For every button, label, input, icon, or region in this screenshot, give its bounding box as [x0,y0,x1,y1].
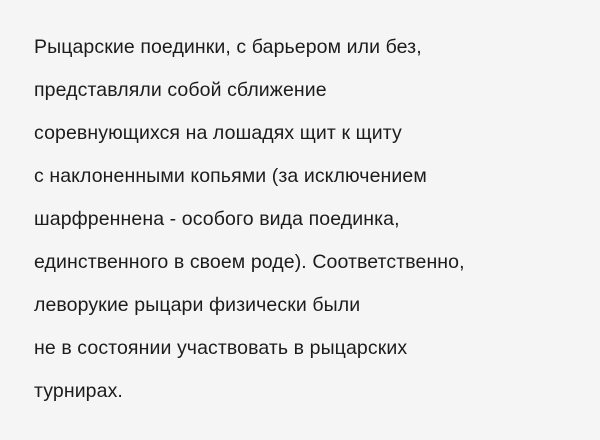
text-line: шарфреннена - особого вида поединка, [34,208,400,230]
text-line: единственного в своем роде). Соответственно, [34,251,465,273]
text-line: с наклоненными копьями (за исключением [34,165,427,187]
text-line: леворукие рыцари физически были [34,294,361,316]
text-line: не в состоянии участвовать в рыцарских [34,337,408,359]
text-line: соревнующихся на лошадях щит к щиту [34,122,402,144]
text-line: Рыцарские поединки, с барьером или без, [34,36,422,58]
text-line: представляли собой сближение [34,79,327,101]
paragraph-text [34,26,566,413]
text-line: турнирах. [34,380,123,402]
